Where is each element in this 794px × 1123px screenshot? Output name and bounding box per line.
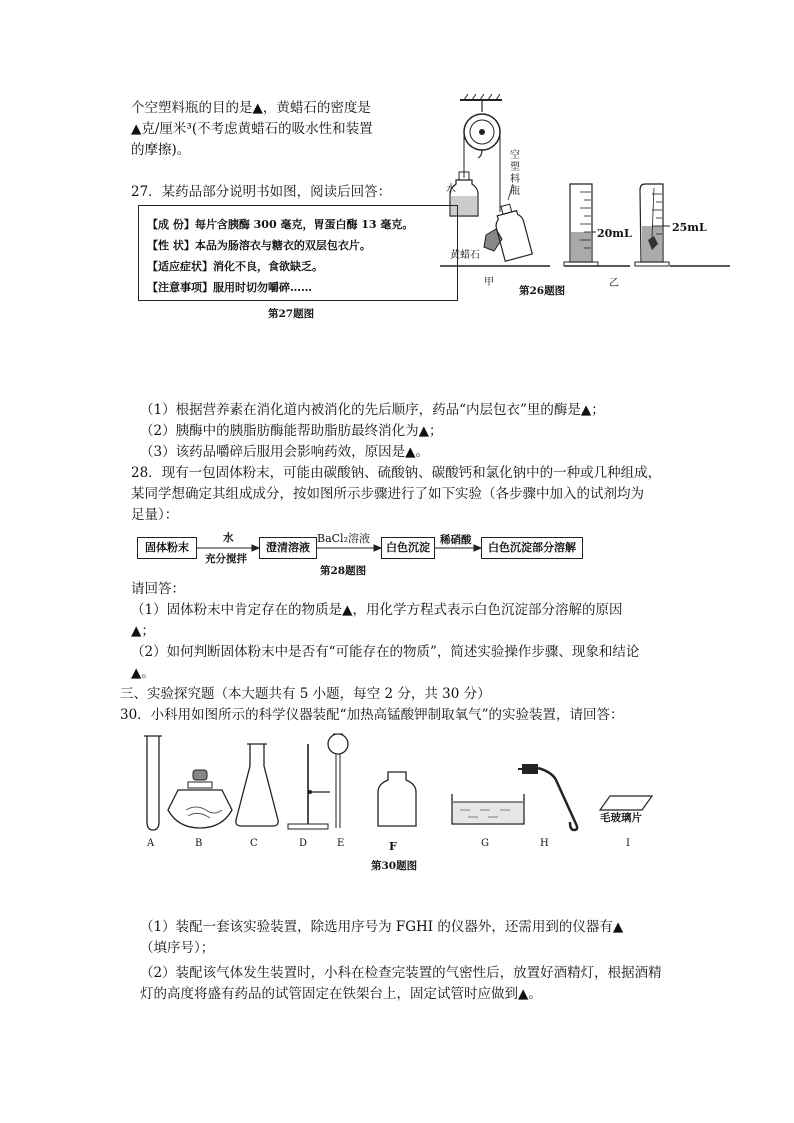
label-F: F [389,840,397,853]
q28-ask: 请回答： [131,581,185,597]
flow-box-partial-dissolve: 白色沉淀部分溶解 [481,537,583,559]
flow-box-precipitate: 白色沉淀 [381,537,435,559]
q30-sub2: （2）装配该气体发生装置时，小科在检查完装置的气密性后，放置好酒精灯，根据酒精 [140,965,662,981]
q28-line3: 足量）： [131,507,179,523]
label-C: C [250,838,258,849]
q27-sub3: （3）该药品嚼碎后服用会影响药效，原因是▲。 [140,444,429,460]
water-label: 水 [446,184,456,195]
vol1-label: 20mL [597,227,632,240]
yi-label: 乙 [609,278,619,289]
q26-line1: 个空塑料瓶的目的是▲，黄蜡石的密度是 [131,100,371,116]
flow-arrow1-top: 水 [223,532,234,544]
flow-box-powder: 固体粉末 [137,537,197,559]
label-B: B [195,838,203,849]
box-row-ingredients: 【成 份】每片含胰酶 300 毫克，胃蛋白酶 13 毫克。 [147,218,414,231]
jia-label: 甲 [484,277,494,288]
q27-sub1: （1）根据营养素在消化道内被消化的先后顺序，药品“内层包衣”里的酶是▲； [140,402,605,418]
box-row-indications: 【适应症状】消化不良，食欲缺乏。 [147,260,323,273]
fig26-caption: 第26题图 [519,285,566,297]
fig30-caption: 第30题图 [371,860,418,872]
vol2-label: 25mL [672,221,707,234]
q30-sub1b: （填序号）； [140,940,215,956]
label-E: E [337,838,345,849]
flow-arrow3-top: 稀硝酸 [440,534,472,546]
box-row-precautions: 【注意事项】服用时切勿嚼碎…… [147,281,312,294]
box-row-properties: 【性 状】本品为肠溶衣与糖衣的双层包衣片。 [147,239,371,252]
q30-sub2b: 灯的高度将盛有药品的试管固定在铁架台上，固定试管时应做到▲。 [140,986,542,1002]
q30-stem: 30．小科用如图所示的科学仪器装配“加热高锰酸钾制取氧气”的实验装置，请回答： [120,707,624,723]
plate-label: 毛玻璃片 [600,812,642,824]
q26-line2: ▲克/厘米³(不考虑黄蜡石的吸水性和装置 [131,121,373,137]
flow-box-solution: 澄清溶液 [259,537,317,559]
label-D: D [299,838,308,849]
label-I: I [626,838,630,849]
q30-apparatus-figure [130,730,670,840]
q28-line1: 28．现有一包固体粉末，可能由碳酸钠、硫酸钠、碳酸钙和氯化钠中的一种或几种组成， [131,465,662,481]
fig28-caption: 第28题图 [320,565,367,577]
bottle-label: 空塑料瓶 [510,150,520,197]
q26-line3: 的摩擦)。 [131,142,191,158]
flow-arrow1-bottom: 充分搅拌 [205,553,247,565]
q28-sub1: （1）固体粉末中肯定存在的物质是▲，用化学方程式表示白色沉淀部分溶解的原因 [131,602,623,618]
q28-sub1b: ▲； [131,623,155,639]
label-H: H [540,838,549,849]
q28-sub2: （2）如何判断固体粉末中是否有“可能存在的物质”，简述实验操作步骤、现象和结论 [131,644,640,660]
q27-sub2: （2）胰酶中的胰脂肪酶能帮助脂肪最终消化为▲； [140,423,443,439]
label-A: A [147,838,155,849]
flow-arrow2-top: BaCl₂溶液 [317,532,370,545]
section3-heading: 三、实验探究题（本大题共有 5 小题，每空 2 分，共 30 分） [120,686,491,702]
q28-line2: 某同学想确定其组成成分，按如图所示步骤进行了如下实验（各步骤中加入的试剂均为 [131,486,644,502]
q30-sub1: （1）装配一套该实验装置，除选用序号为 FGHI 的仪器外，还需用到的仪器有▲ [140,919,624,935]
stone-label: 黄蜡石 [450,250,480,261]
q28-sub2b: ▲。 [131,665,155,681]
q27-stem: 27．某药品部分说明书如图，阅读后回答： [131,184,392,200]
label-G: G [481,838,489,849]
fig27-caption: 第27题图 [268,308,315,320]
